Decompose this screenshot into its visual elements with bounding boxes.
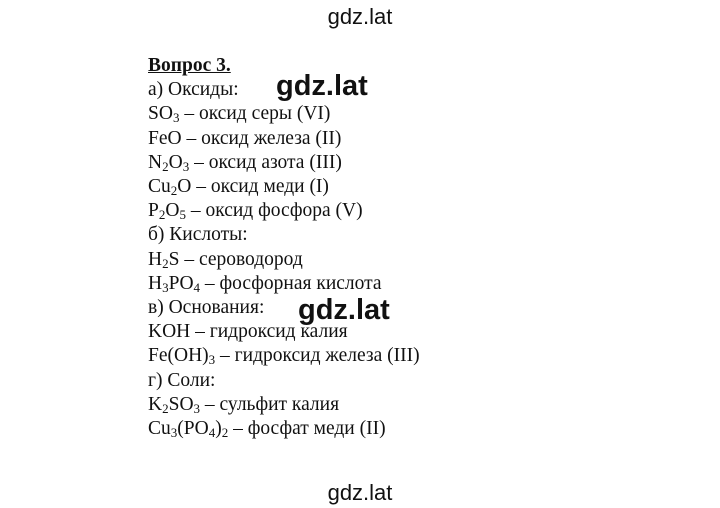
subscript: 2 <box>170 183 178 199</box>
question-heading: Вопрос 3. <box>148 55 231 76</box>
answer-line <box>148 223 568 247</box>
text-run: O <box>168 151 183 173</box>
text-run: P <box>148 200 159 222</box>
subscript: 2 <box>162 255 169 271</box>
text-run: PO <box>168 272 194 294</box>
subscript: 2 <box>221 425 229 441</box>
text-run: KOH – гидроксид калия <box>148 321 348 343</box>
text-run: – оксид серы (VI) <box>179 103 331 125</box>
text-run: H <box>148 272 163 294</box>
text-run: SO <box>168 393 194 415</box>
text-run: ) <box>215 418 222 440</box>
subscript: 4 <box>193 279 201 295</box>
text-run: – фосфат меди (II) <box>228 418 386 440</box>
answer-line <box>148 199 568 223</box>
subscript: 2 <box>158 207 166 223</box>
text-run: – оксид фосфора (V) <box>185 200 363 222</box>
text-run: а) Оксиды: <box>148 79 239 101</box>
text-run: Cu <box>148 176 171 198</box>
answer-line <box>148 151 568 175</box>
subscript: 3 <box>208 352 216 368</box>
subscript: 4 <box>208 425 216 441</box>
text-run: N <box>148 151 163 173</box>
answer-line <box>148 175 568 199</box>
text-run: (PO <box>177 418 209 440</box>
text-run: – оксид азота (III) <box>189 151 342 173</box>
text-run: O <box>165 200 180 222</box>
subscript: 3 <box>170 425 178 441</box>
watermark-overlay-2: gdz.lat <box>298 294 390 326</box>
answer-line <box>148 369 568 393</box>
subscript: 2 <box>162 158 169 174</box>
text-run: г) Соли: <box>148 369 216 391</box>
text-run: Fe(OH) <box>148 345 209 367</box>
watermark-overlay-1: gdz.lat <box>276 70 368 102</box>
text-run: в) Основания: <box>148 297 265 319</box>
text-run: O – оксид меди (I) <box>177 176 329 198</box>
subscript: 5 <box>179 207 186 223</box>
answer-line <box>148 393 568 417</box>
answer-line <box>148 102 568 126</box>
subscript: 3 <box>162 279 169 295</box>
text-run: – сульфит калия <box>200 393 340 415</box>
text-run: H <box>148 248 163 270</box>
answer-line <box>148 344 568 368</box>
text-run: – гидроксид железа (III) <box>215 345 420 367</box>
subscript: 2 <box>162 400 169 416</box>
answer-block <box>148 54 568 441</box>
answer-lines <box>148 78 568 441</box>
text-run: FeO – оксид железа (II) <box>148 127 342 149</box>
text-run: – фосфорная кислота <box>200 272 382 294</box>
subscript: 3 <box>172 110 180 126</box>
text-run: SO <box>148 103 173 125</box>
subscript: 3 <box>182 158 190 174</box>
text-run: K <box>148 393 163 415</box>
answer-line <box>148 248 568 272</box>
text-run: S – сероводород <box>168 248 303 270</box>
answer-line <box>148 127 568 151</box>
answer-line <box>148 272 568 296</box>
text-run: Cu <box>148 418 171 440</box>
watermark-top: gdz.lat <box>327 4 393 29</box>
subscript: 3 <box>193 400 201 416</box>
watermark-bottom: gdz.lat <box>327 480 393 505</box>
answer-line <box>148 417 568 441</box>
text-run: б) Кислоты: <box>148 224 248 246</box>
